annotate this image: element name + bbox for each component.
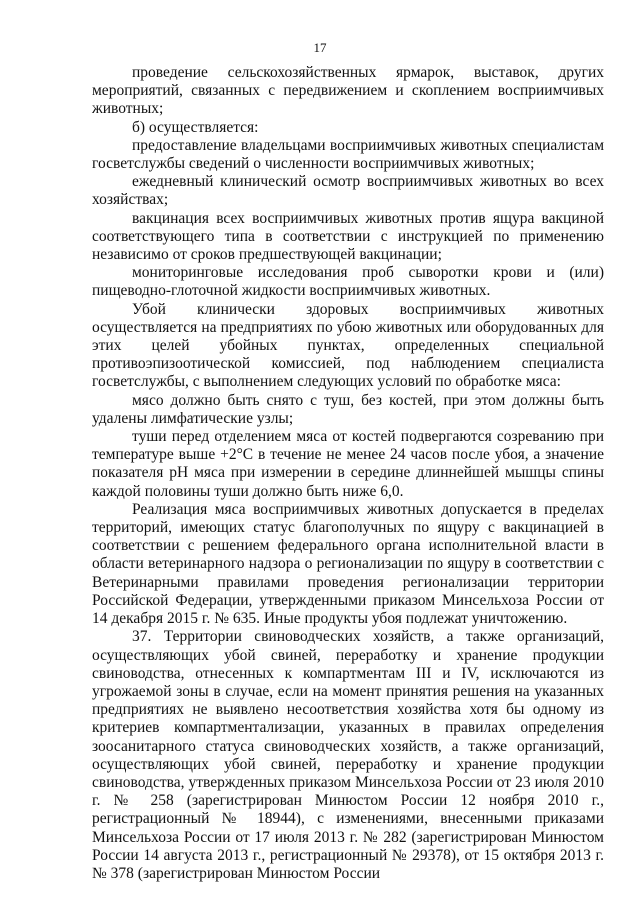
document-body xyxy=(92,64,604,883)
page-number: 17 xyxy=(313,40,327,55)
paragraph: мясо должно быть снято с туш, без костей, при этом должны быть удалены лимфатические узлы; xyxy=(92,391,604,427)
paragraph: проведение сельскохозяйственных ярмарок, выставок, других мероприятий, связанных с передвижением и скоплением восприимчивых животных; xyxy=(92,64,604,118)
paragraph: вакцинация всех восприимчивых животных против ящура вакциной соответствующего типа в соответствии с инструкцией по применению независимо от сроков предшествующей вакцинации; xyxy=(92,209,604,264)
paragraph: ежедневный клинический осмотр восприимчивых животных во всех хозяйствах; xyxy=(92,173,604,209)
paragraph: туши перед отделением мяса от костей подвергаются созреванию при температуре выше +2°С в течение не менее 24 часов после убоя, а значение показателя рН мяса при измерении в середине длиннейшей мышцы спины каждой половины туши должно быть ниже 6,0. xyxy=(92,428,604,500)
paragraph: Реализация мяса восприимчивых животных допускается в пределах территорий, имеющих статус благополучных по ящуру с вакцинацией в соответствии с решением федерального органа исполнительной власти в области ветеринарного надзора о регионализации по ящуру в соответствии с Ветеринарными правилами проведения регионализации территории Российской Федерации, утвержденными приказом Минсельхоза России от 14 декабря 2015 г. № 635. Иные продукты убоя подлежат уничтожению. xyxy=(92,500,604,628)
paragraph: мониторинговые исследования проб сыворотки крови и (или) пищеводно-глоточной жидкости восприимчивых животных. xyxy=(92,264,604,300)
paragraph: б) осуществляется: xyxy=(132,118,259,136)
paragraph: предоставление владельцами восприимчивых животных специалистам госветслужбы сведений о численности восприимчивых животных; xyxy=(92,136,604,173)
paragraph: Убой клинически здоровых восприимчивых животных осуществляется на предприятиях по убою животных или оборудованных для этих целей убойных пунктах, определенных специальной противоэпизоотической комиссией, под наблюдением специалиста госветслужбы, с выполнением следующих условий по обработке мяса: xyxy=(92,300,604,391)
paragraph: 37. Территории свиноводческих хозяйств, а также организаций, осуществляющих убой свиней, переработку и хранение продукции свиноводства, отнесенных к компартментам III и IV, исключаются из угрожаемой зоны в случае, если на момент принятия решения на указанных предприятиях не выявлено несоответствия хозяйства хотя бы одному из критериев компартментализации, указанных в правилах определения зоосанитарного статуса свиноводческих хозяйств, а также организаций, осуществляющих убой свиней, переработку и хранение продукции свиноводства, утвержденных приказом Минсельхоза России от 23 июля 2010 г. № 258 (зарегистрирован Минюстом России 12 ноября 2010 г., регистрационный № 18944), с изменениями, внесенными приказами Минсельхоза России от 17 июля 2013 г. № 282 (зарегистрирован Минюстом России 14 августа 2013 г., регистрационный № 29378), от 15 октября 2013 г. № 378 (зарегистрирован Минюстом России xyxy=(92,628,604,882)
